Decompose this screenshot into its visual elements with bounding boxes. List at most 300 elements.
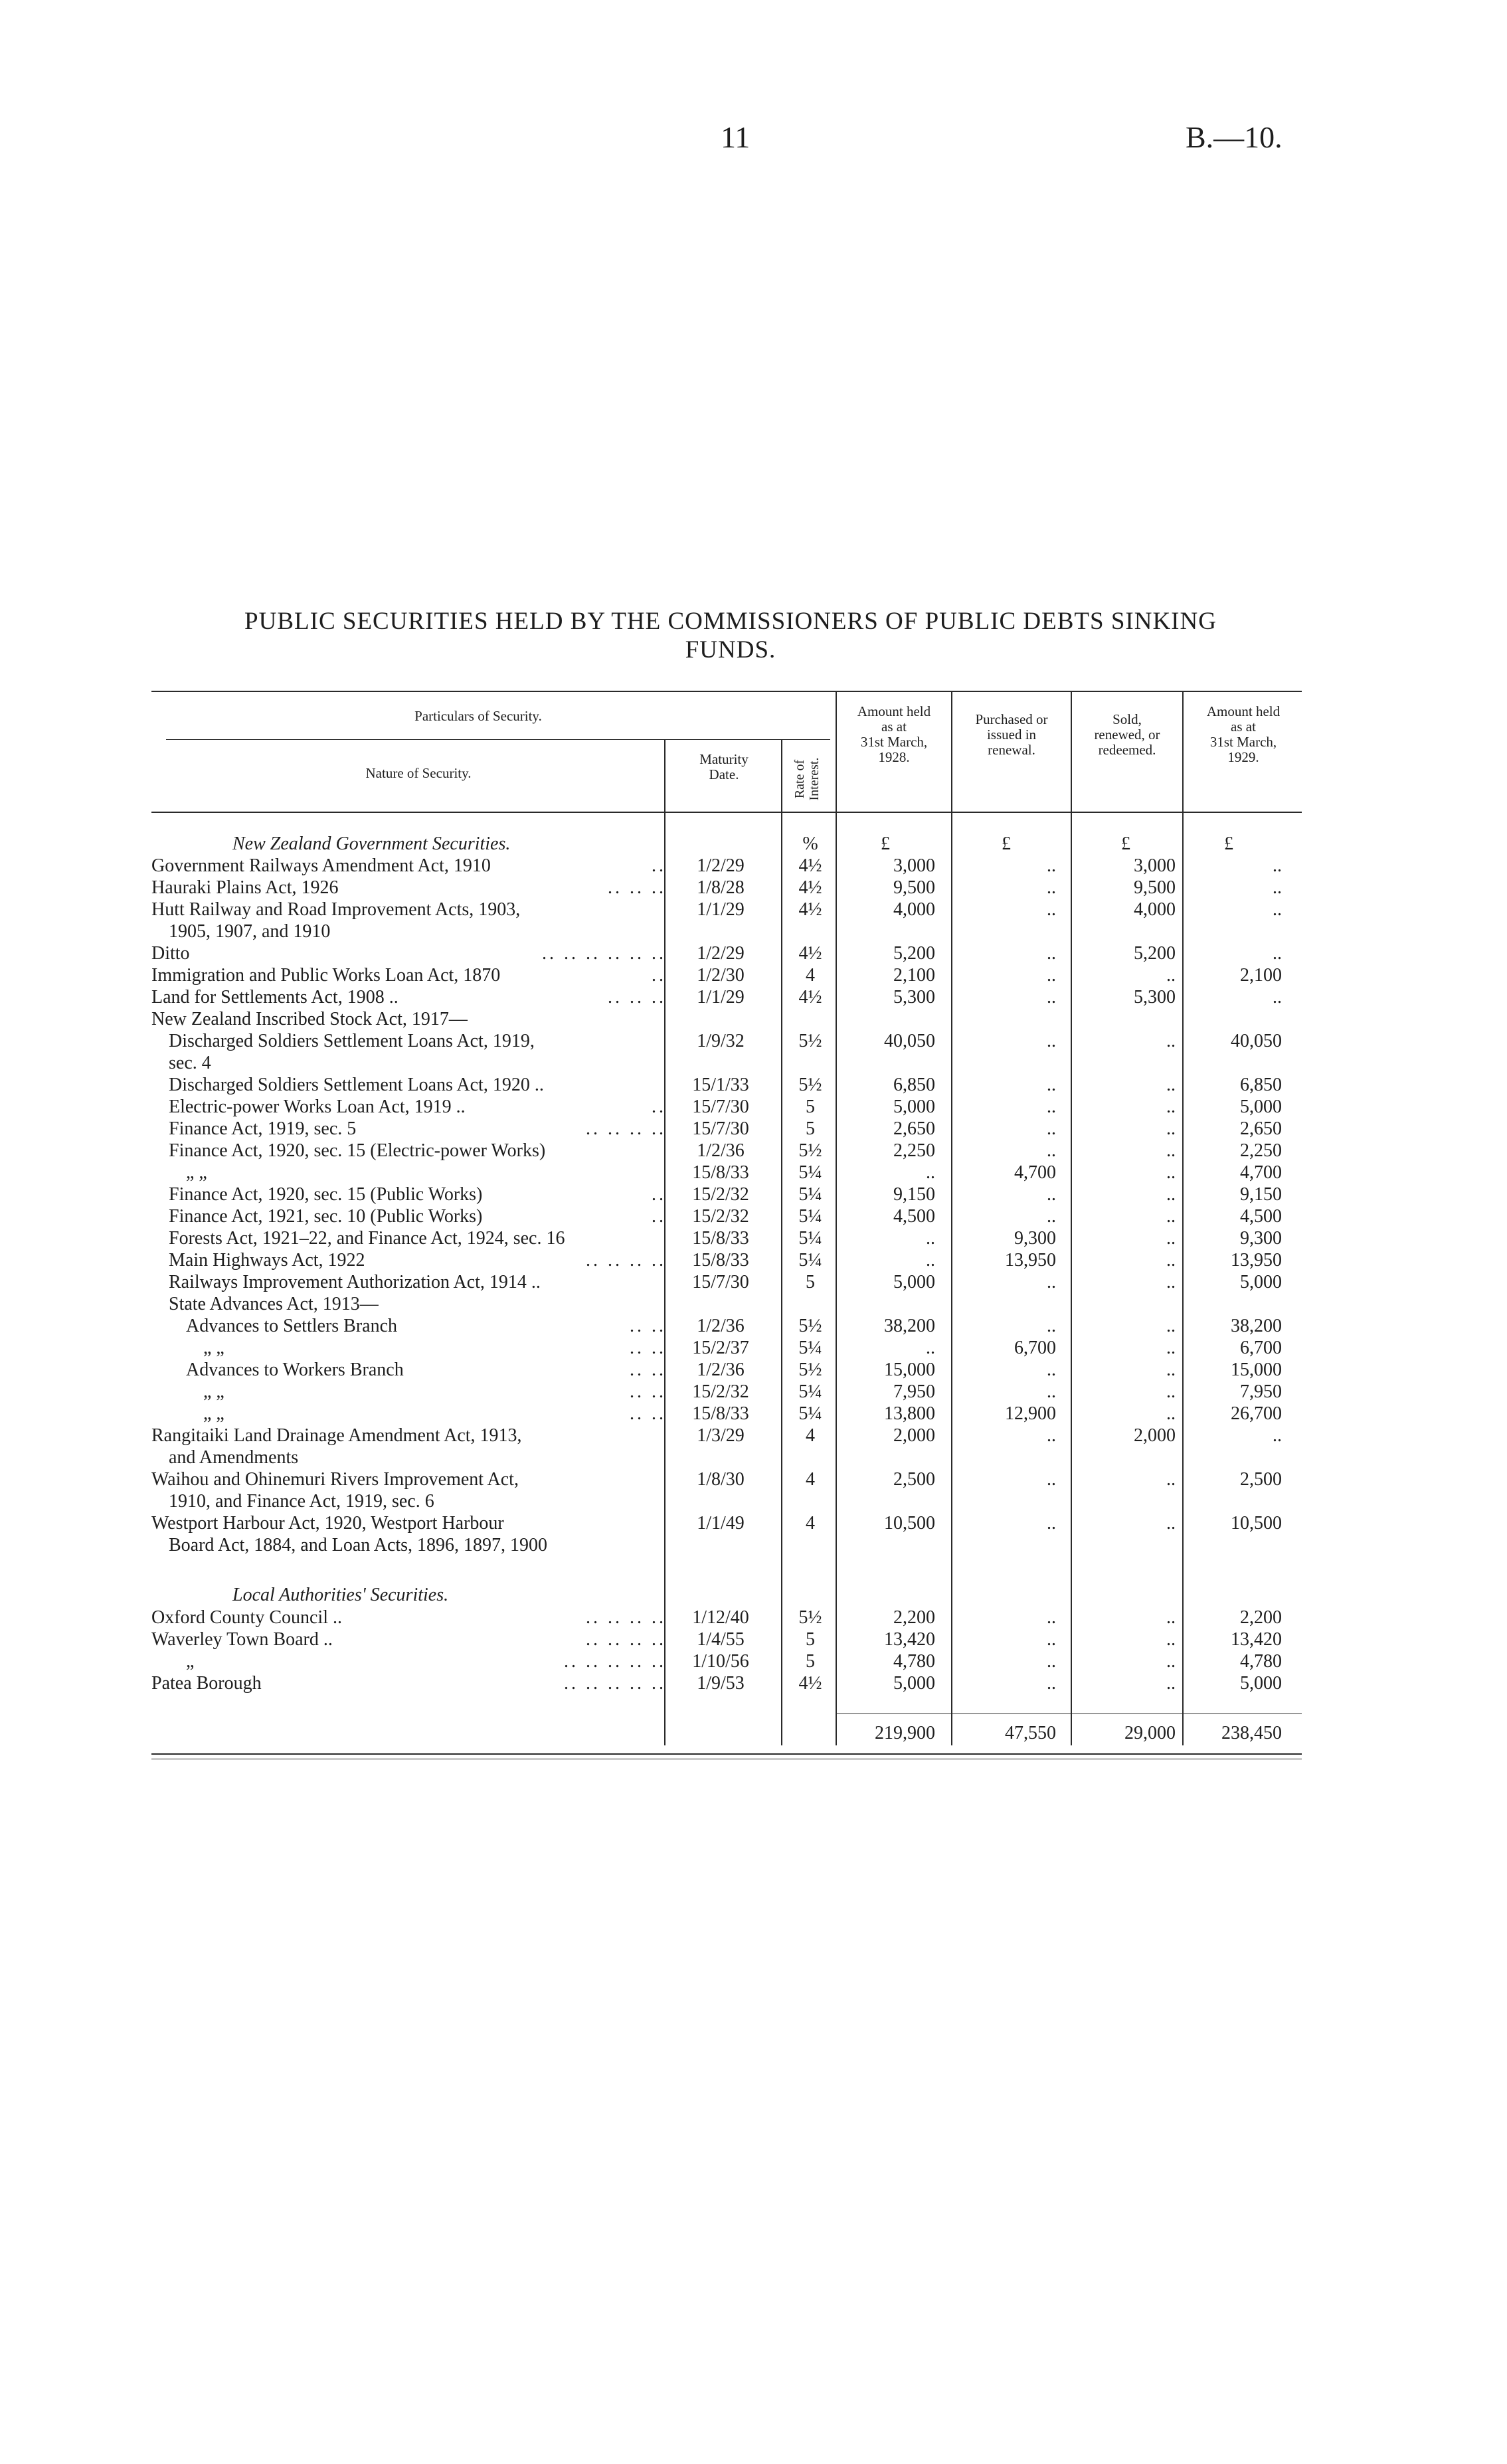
row-maturity-date: 1/2/29 <box>697 855 745 876</box>
row-purchased: .. <box>1047 965 1056 986</box>
row-sold: .. <box>1166 1031 1176 1051</box>
row-rate: 4 <box>806 1469 815 1490</box>
row-held-1929: 13,420 <box>1231 1629 1282 1650</box>
row-nature: Hauraki Plains Act, 1926 <box>151 877 339 898</box>
row-nature: Main Highways Act, 1922 <box>169 1250 365 1271</box>
row-sold: 2,000 <box>1134 1425 1176 1446</box>
header-held-1929-line-4: 1929. <box>1227 749 1259 765</box>
row-held-1929: 15,000 <box>1231 1360 1282 1380</box>
row-held-1929: .. <box>1273 987 1282 1008</box>
table-row <box>0 1228 1507 1249</box>
row-nature: Waihou and Ohinemuri Rivers Improvement Act, <box>151 1469 519 1490</box>
row-maturity-date: 15/8/33 <box>692 1228 749 1249</box>
row-held-1928: 40,050 <box>884 1031 935 1051</box>
row-maturity-date: 15/2/32 <box>692 1206 749 1227</box>
row-leader-dots: .. .. .. <box>608 987 666 1008</box>
row-leader-dots: .. <box>652 1206 666 1227</box>
table-row <box>0 1535 1507 1556</box>
table-row <box>0 1009 1507 1030</box>
header-held-1929-line-2: as at <box>1231 719 1256 735</box>
row-held-1929: 7,950 <box>1240 1381 1282 1402</box>
row-nature: „ <box>186 1651 195 1672</box>
row-rate: 5¼ <box>798 1162 822 1183</box>
row-held-1929: 2,100 <box>1240 965 1282 986</box>
table-row <box>0 1184 1507 1205</box>
row-held-1929: 5,000 <box>1240 1272 1282 1292</box>
row-held-1928: .. <box>926 1250 935 1271</box>
row-purchased: 4,700 <box>1014 1162 1056 1183</box>
row-nature: Waverley Town Board .. <box>151 1629 333 1650</box>
row-leader-dots: .. <box>652 855 666 876</box>
document-reference: B.—10. <box>1186 120 1283 154</box>
row-leader-dots: .. .. <box>630 1360 666 1380</box>
table-title <box>153 607 1308 664</box>
row-sold: 5,200 <box>1134 943 1176 964</box>
row-sold: .. <box>1166 1272 1176 1292</box>
table-row <box>0 1250 1507 1271</box>
row-purchased: .. <box>1047 1651 1056 1672</box>
row-sold: 4,000 <box>1134 899 1176 920</box>
row-purchased: .. <box>1047 1381 1056 1402</box>
row-sold: .. <box>1166 1206 1176 1227</box>
row-leader-dots: .. .. <box>630 1381 666 1402</box>
row-held-1929: 38,200 <box>1231 1316 1282 1336</box>
table-row <box>0 1513 1507 1534</box>
table-row <box>0 1403 1507 1425</box>
row-purchased: .. <box>1047 899 1056 920</box>
section-heading-nz-text: New Zealand Government Securities. <box>232 834 511 854</box>
row-purchased: .. <box>1047 1316 1056 1336</box>
header-purchased <box>954 712 1069 758</box>
row-rate: 5½ <box>798 1607 822 1628</box>
header-sold-line-1: Sold, <box>1112 711 1142 727</box>
row-rate: 5¼ <box>798 1250 822 1271</box>
row-nature: Board Act, 1884, and Loan Acts, 1896, 1897, 1900 <box>169 1535 548 1555</box>
table-row <box>0 1673 1507 1694</box>
header-maturity <box>671 752 777 782</box>
row-nature: sec. 4 <box>169 1053 211 1073</box>
row-sold: .. <box>1166 1162 1176 1183</box>
table-row <box>0 1075 1507 1096</box>
header-held-1928-line-2: as at <box>881 719 907 735</box>
row-rate: 5½ <box>798 1360 822 1380</box>
header-held-1928-line-1: Amount held <box>857 703 931 719</box>
table-row <box>0 1651 1507 1672</box>
row-leader-dots: .. .. <box>630 1403 666 1424</box>
row-leader-dots: .. <box>652 1184 666 1205</box>
table-row <box>0 1294 1507 1315</box>
row-rate: 5¼ <box>798 1381 822 1402</box>
row-nature: Government Railways Amendment Act, 1910 <box>151 855 491 876</box>
row-sold: .. <box>1166 1381 1176 1402</box>
row-maturity-date: 15/7/30 <box>692 1097 749 1117</box>
row-held-1929: 2,500 <box>1240 1469 1282 1490</box>
row-nature: Immigration and Public Works Loan Act, 1870 <box>151 965 501 986</box>
table-row <box>0 987 1507 1008</box>
row-sold: .. <box>1166 1140 1176 1161</box>
row-maturity-date: 15/8/33 <box>692 1250 749 1271</box>
row-maturity-date: 15/2/32 <box>692 1184 749 1205</box>
row-nature: and Amendments <box>169 1447 299 1468</box>
header-held-1928-line-3: 31st March, <box>860 734 928 750</box>
row-held-1928: 2,200 <box>893 1607 935 1628</box>
header-rate <box>792 746 826 812</box>
row-held-1929: .. <box>1273 1425 1282 1446</box>
row-held-1928: 5,000 <box>893 1097 935 1117</box>
row-maturity-date: 1/2/36 <box>697 1316 745 1336</box>
row-sold: .. <box>1166 1651 1176 1672</box>
row-held-1928: 2,650 <box>893 1118 935 1139</box>
row-sold: 9,500 <box>1134 877 1176 898</box>
row-rate: 4½ <box>798 855 822 876</box>
row-sold: .. <box>1166 1250 1176 1271</box>
row-sold: .. <box>1166 1360 1176 1380</box>
row-nature: Discharged Soldiers Settlement Loans Act, 1920 .. <box>169 1075 544 1095</box>
row-sold: .. <box>1166 1075 1176 1095</box>
row-held-1929: 26,700 <box>1231 1403 1282 1424</box>
row-held-1928: 2,250 <box>893 1140 935 1161</box>
row-held-1929: .. <box>1273 877 1282 898</box>
row-purchased: .. <box>1047 1118 1056 1139</box>
row-rate: 5½ <box>798 1075 822 1095</box>
total-held-1928: 219,900 <box>875 1723 935 1743</box>
row-held-1929: 9,300 <box>1240 1228 1282 1249</box>
table-row <box>0 1447 1507 1468</box>
row-maturity-date: 1/8/28 <box>697 877 745 898</box>
header-sold <box>1073 712 1181 758</box>
top-rule <box>151 691 1302 692</box>
row-purchased: .. <box>1047 1673 1056 1694</box>
row-held-1929: .. <box>1273 855 1282 876</box>
unit-rate: % <box>802 834 818 854</box>
table-row <box>0 1607 1507 1628</box>
row-nature: Patea Borough <box>151 1673 262 1694</box>
particulars-underline <box>166 739 830 740</box>
row-purchased: .. <box>1047 1206 1056 1227</box>
row-purchased: .. <box>1047 1140 1056 1161</box>
row-purchased: .. <box>1047 943 1056 964</box>
row-held-1929: 4,780 <box>1240 1651 1282 1672</box>
row-leader-dots: .. .. .. .. .. <box>564 1673 666 1694</box>
row-held-1929: 5,000 <box>1240 1673 1282 1694</box>
row-held-1928: 5,000 <box>893 1272 935 1292</box>
row-held-1929: 2,250 <box>1240 1140 1282 1161</box>
row-rate: 5 <box>806 1629 815 1650</box>
table-row <box>0 877 1507 899</box>
row-rate: 4 <box>806 965 815 986</box>
row-purchased: .. <box>1047 987 1056 1008</box>
header-held-1928 <box>838 704 950 765</box>
total-sold: 29,000 <box>1124 1723 1176 1743</box>
row-maturity-date: 1/8/30 <box>697 1469 745 1490</box>
row-sold: .. <box>1166 1228 1176 1249</box>
row-sold: .. <box>1166 1338 1176 1358</box>
header-nature: Nature of Security. <box>365 765 472 781</box>
row-rate: 4 <box>806 1513 815 1534</box>
table-row <box>0 1469 1507 1490</box>
row-rate: 5½ <box>798 1031 822 1051</box>
row-leader-dots: .. .. .. .. .. .. <box>542 943 666 964</box>
row-nature: Rangitaiki Land Drainage Amendment Act, 1913, <box>151 1425 522 1446</box>
row-rate: 4½ <box>798 1673 822 1694</box>
row-held-1928: 2,100 <box>893 965 935 986</box>
row-rate: 5¼ <box>798 1228 822 1249</box>
row-sold: .. <box>1166 1097 1176 1117</box>
row-held-1929: 5,000 <box>1240 1097 1282 1117</box>
row-nature: Ditto <box>151 943 190 964</box>
row-rate: 5¼ <box>798 1206 822 1227</box>
row-maturity-date: 1/9/53 <box>697 1673 745 1694</box>
row-sold: .. <box>1166 1469 1176 1490</box>
row-sold: .. <box>1166 1403 1176 1424</box>
row-rate: 5 <box>806 1118 815 1139</box>
row-purchased: .. <box>1047 1629 1056 1650</box>
row-leader-dots: .. .. <box>630 1316 666 1336</box>
row-held-1928: 2,000 <box>893 1425 935 1446</box>
row-rate: 4½ <box>798 943 822 964</box>
header-rate-line-2: Interest. <box>807 757 822 801</box>
row-held-1929: 4,500 <box>1240 1206 1282 1227</box>
table-row <box>0 965 1507 986</box>
row-purchased: .. <box>1047 1360 1056 1380</box>
row-held-1929: 9,150 <box>1240 1184 1282 1205</box>
row-held-1929: 6,700 <box>1240 1338 1282 1358</box>
page-number: 11 <box>721 120 751 154</box>
row-sold: .. <box>1166 1607 1176 1628</box>
row-sold: .. <box>1166 1184 1176 1205</box>
row-maturity-date: 1/2/36 <box>697 1360 745 1380</box>
table-row <box>0 1206 1507 1227</box>
table-row <box>0 1316 1507 1337</box>
header-held-1929-line-1: Amount held <box>1206 703 1281 719</box>
header-purchased-line-2: issued in <box>986 727 1037 743</box>
row-held-1928: 9,150 <box>893 1184 935 1205</box>
row-nature: Advances to Settlers Branch <box>186 1316 398 1336</box>
row-purchased: .. <box>1047 1031 1056 1051</box>
header-sold-line-2: renewed, or <box>1094 727 1160 743</box>
section-heading-nz <box>0 834 1507 855</box>
table-row <box>0 1031 1507 1052</box>
row-rate: 5 <box>806 1651 815 1672</box>
row-purchased: .. <box>1047 1469 1056 1490</box>
table-row <box>0 1140 1507 1162</box>
row-purchased: 9,300 <box>1014 1228 1056 1249</box>
row-held-1928: 2,500 <box>893 1469 935 1490</box>
bottom-rule-1 <box>151 1753 1302 1755</box>
row-leader-dots: .. .. .. .. <box>586 1607 666 1628</box>
row-held-1929: .. <box>1273 899 1282 920</box>
row-nature: „ „ <box>203 1338 224 1358</box>
row-leader-dots: .. .. .. .. .. <box>564 1651 666 1672</box>
row-sold: 5,300 <box>1134 987 1176 1008</box>
row-held-1928: 13,800 <box>884 1403 935 1424</box>
header-held-1929-line-3: 31st March, <box>1209 734 1277 750</box>
unit-sold: £ <box>1121 834 1130 854</box>
row-held-1928: 6,850 <box>893 1075 935 1095</box>
row-maturity-date: 15/1/33 <box>692 1075 749 1095</box>
row-held-1928: 5,300 <box>893 987 935 1008</box>
row-held-1928: 4,780 <box>893 1651 935 1672</box>
table-row <box>0 921 1507 942</box>
row-nature: „ „ <box>203 1403 224 1424</box>
row-nature: Finance Act, 1920, sec. 15 (Electric-power Works) <box>169 1140 546 1161</box>
row-maturity-date: 1/2/29 <box>697 943 745 964</box>
row-maturity-date: 1/1/29 <box>697 899 745 920</box>
row-maturity-date: 1/2/30 <box>697 965 745 986</box>
row-leader-dots: .. .. .. <box>608 877 666 898</box>
row-maturity-date: 1/12/40 <box>692 1607 749 1628</box>
row-maturity-date: 15/2/32 <box>692 1381 749 1402</box>
row-rate: 5 <box>806 1272 815 1292</box>
row-held-1928: 4,500 <box>893 1206 935 1227</box>
row-purchased: 6,700 <box>1014 1338 1056 1358</box>
row-maturity-date: 1/9/32 <box>697 1031 745 1051</box>
row-held-1928: 5,200 <box>893 943 935 964</box>
row-maturity-date: 1/2/36 <box>697 1140 745 1161</box>
header-rate-line-1: Rate of <box>792 759 807 799</box>
row-nature: Railways Improvement Authorization Act, 1914 .. <box>169 1272 541 1292</box>
row-purchased: .. <box>1047 1097 1056 1117</box>
table-row <box>0 1118 1507 1140</box>
table-row <box>0 855 1507 877</box>
total-held-1929: 238,450 <box>1221 1723 1282 1743</box>
header-held-1928-line-4: 1928. <box>878 749 910 765</box>
row-rate: 5¼ <box>798 1338 822 1358</box>
table-row <box>0 899 1507 921</box>
row-purchased: .. <box>1047 1607 1056 1628</box>
row-held-1928: 5,000 <box>893 1673 935 1694</box>
row-held-1928: 7,950 <box>893 1381 935 1402</box>
row-sold: .. <box>1166 1629 1176 1650</box>
table-row <box>0 1360 1507 1381</box>
row-purchased: .. <box>1047 1184 1056 1205</box>
row-nature: Finance Act, 1921, sec. 10 (Public Works) <box>169 1206 483 1227</box>
row-maturity-date: 15/7/30 <box>692 1118 749 1139</box>
row-purchased: .. <box>1047 877 1056 898</box>
row-nature: Advances to Workers Branch <box>186 1360 404 1380</box>
row-nature: State Advances Act, 1913— <box>169 1294 379 1314</box>
row-held-1929: 10,500 <box>1231 1513 1282 1534</box>
row-held-1929: 4,700 <box>1240 1162 1282 1183</box>
row-purchased: .. <box>1047 1513 1056 1534</box>
table-row <box>0 943 1507 964</box>
row-nature: Hutt Railway and Road Improvement Acts, 1903, <box>151 899 521 920</box>
row-rate: 4½ <box>798 987 822 1008</box>
row-maturity-date: 15/8/33 <box>692 1403 749 1424</box>
header-maturity-line-1: Maturity <box>699 751 749 767</box>
row-nature: 1910, and Finance Act, 1919, sec. 6 <box>169 1491 434 1512</box>
table-row <box>0 1272 1507 1293</box>
header-particulars: Particulars of Security. <box>414 708 542 724</box>
unit-held-1929: £ <box>1224 834 1233 854</box>
title-line-2: FUNDS. <box>685 636 776 663</box>
row-rate: 5¼ <box>798 1403 822 1424</box>
table-row <box>0 1338 1507 1359</box>
row-rate: 5 <box>806 1097 815 1117</box>
table-row <box>0 1097 1507 1118</box>
row-nature: 1905, 1907, and 1910 <box>169 921 331 942</box>
row-nature: New Zealand Inscribed Stock Act, 1917— <box>151 1009 468 1029</box>
row-rate: 5½ <box>798 1140 822 1161</box>
row-nature: Electric-power Works Loan Act, 1919 .. <box>169 1097 466 1117</box>
header-sold-line-3: redeemed. <box>1098 742 1156 758</box>
row-sold: .. <box>1166 965 1176 986</box>
row-held-1929: 13,950 <box>1231 1250 1282 1271</box>
row-sold: .. <box>1166 1513 1176 1534</box>
row-held-1928: 10,500 <box>884 1513 935 1534</box>
row-purchased: .. <box>1047 855 1056 876</box>
row-held-1929: 40,050 <box>1231 1031 1282 1051</box>
row-rate: 5¼ <box>798 1184 822 1205</box>
row-purchased: 12,900 <box>1005 1403 1056 1424</box>
row-held-1929: .. <box>1273 943 1282 964</box>
row-held-1928: .. <box>926 1228 935 1249</box>
row-maturity-date: 1/3/29 <box>697 1425 745 1446</box>
header-held-1929 <box>1185 704 1302 765</box>
row-purchased: 13,950 <box>1005 1250 1056 1271</box>
table-row <box>0 1162 1507 1184</box>
unit-held-1928: £ <box>881 834 890 854</box>
table-row <box>0 1629 1507 1650</box>
row-maturity-date: 15/8/33 <box>692 1162 749 1183</box>
header-purchased-line-3: renewal. <box>988 742 1035 758</box>
table-row <box>0 1053 1507 1074</box>
totals-row <box>0 1723 1507 1744</box>
row-nature: Oxford County Council .. <box>151 1607 342 1628</box>
row-maturity-date: 1/4/55 <box>697 1629 745 1650</box>
row-held-1928: 4,000 <box>893 899 935 920</box>
row-rate: 4½ <box>798 877 822 898</box>
row-nature: „ „ <box>186 1162 207 1183</box>
row-held-1928: 38,200 <box>884 1316 935 1336</box>
row-nature: Finance Act, 1920, sec. 15 (Public Works) <box>169 1184 483 1205</box>
row-held-1928: .. <box>926 1338 935 1358</box>
row-held-1928: 9,500 <box>893 877 935 898</box>
table-row <box>0 1381 1507 1403</box>
row-maturity-date: 1/10/56 <box>692 1651 749 1672</box>
row-leader-dots: .. <box>652 965 666 986</box>
row-held-1928: 13,420 <box>884 1629 935 1650</box>
title-line-1: PUBLIC SECURITIES HELD BY THE COMMISSIONERS OF PUBLIC DEBTS SINKING <box>244 608 1217 635</box>
row-purchased: .. <box>1047 1075 1056 1095</box>
total-purchased: 47,550 <box>1005 1723 1056 1743</box>
row-leader-dots: .. .. .. .. <box>586 1250 666 1271</box>
row-sold: .. <box>1166 1316 1176 1336</box>
header-bottom-rule <box>151 812 1302 813</box>
header-maturity-line-2: Date. <box>709 766 739 782</box>
row-maturity-date: 15/2/37 <box>692 1338 749 1358</box>
row-purchased: .. <box>1047 1272 1056 1292</box>
row-sold: .. <box>1166 1118 1176 1139</box>
row-leader-dots: .. .. .. .. <box>586 1118 666 1139</box>
row-held-1928: 15,000 <box>884 1360 935 1380</box>
row-rate: 4½ <box>798 899 822 920</box>
row-nature: „ „ <box>203 1381 224 1402</box>
row-sold: 3,000 <box>1134 855 1176 876</box>
section-heading-local-text: Local Authorities' Securities. <box>232 1585 449 1605</box>
table-row <box>0 1425 1507 1447</box>
section-heading-local <box>0 1585 1507 1606</box>
row-held-1928: 3,000 <box>893 855 935 876</box>
row-leader-dots: .. .. <box>630 1338 666 1358</box>
row-held-1928: .. <box>926 1162 935 1183</box>
row-rate: 4 <box>806 1425 815 1446</box>
row-held-1929: 2,200 <box>1240 1607 1282 1628</box>
row-leader-dots: .. .. .. .. <box>586 1629 666 1650</box>
row-held-1929: 6,850 <box>1240 1075 1282 1095</box>
row-rate: 5½ <box>798 1316 822 1336</box>
row-maturity-date: 1/1/49 <box>697 1513 745 1534</box>
